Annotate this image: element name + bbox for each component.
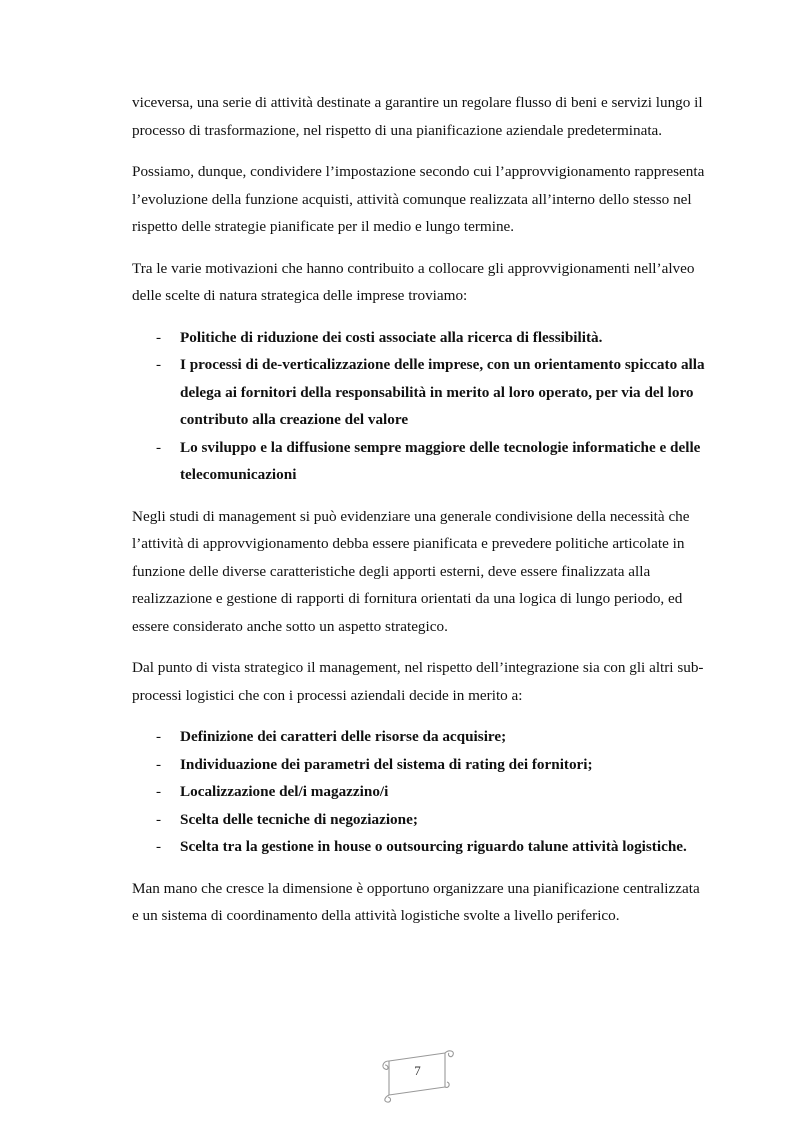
dash-marker: - — [156, 328, 162, 346]
dash-marker: - — [156, 783, 162, 800]
page-number: 7 — [414, 1063, 421, 1078]
dash-marker: - — [156, 438, 162, 456]
paragraph: Man mano che cresce la dimensione è opportuno organizzare una pianificazione centralizzata e un sistema di coordinamento della attività logistiche svolte a livello periferico. — [132, 879, 700, 924]
list-item: - Definizione dei caratteri delle risorse da acquisire; — [132, 723, 707, 751]
dash-marker: - — [156, 755, 162, 773]
paragraph: Dal punto di vista strategico il management, nel rispetto dell’integrazione sia con gli altri sub-processi logistici che con i processi aziendali decide in merito a: — [132, 659, 704, 704]
dash-marker: - — [156, 838, 162, 855]
list-item: - Individuazione dei parametri del sistema di rating dei fornitori; — [132, 751, 707, 779]
list-item: - I processi di de-verticalizzazione delle imprese, con un orientamento spiccato alla delega ai fornitori della responsabilità in merito al loro operato, per via del loro contributo alla creazione del valore — [132, 351, 707, 434]
page-footer — [375, 1045, 460, 1105]
paragraph: Tra le varie motivazioni che hanno contribuito a collocare gli approvvigionamenti nell’alveo delle scelte di natura strategica delle imprese troviamo: — [132, 259, 695, 304]
dash-marker: - — [156, 356, 162, 373]
list-item: - Politiche di riduzione dei costi associate alla ricerca di flessibilità. — [132, 324, 707, 352]
list-item: - Localizzazione del/i magazzino/i — [132, 778, 707, 806]
paragraph: viceversa, una serie di attività destinate a garantire un regolare flusso di beni e servizi lungo il processo di trasformazione, nel rispetto di una pianificazione aziendale predeterminata. — [132, 94, 703, 139]
paragraph: Negli studi di management si può evidenziare una generale condivisione della necessità che l’attività di approvvigionamento debba essere pianificata e prevedere politiche articolate in funzione delle diverse caratteristiche degli apporti esterni, deve essere finalizzata alla realizzazione e gestione di rapporti di fornitura orientati da una logica di lungo periodo, ed essere considerato anche sotto un aspetto strategico. — [132, 507, 690, 635]
bullet-list-decisions — [132, 723, 707, 861]
list-item: - Scelta delle tecniche di negoziazione; — [132, 806, 707, 834]
list-item: - Scelta tra la gestione in house o outsourcing riguardo talune attività logistiche. — [132, 833, 707, 861]
list-item: - Lo sviluppo e la diffusione sempre maggiore delle tecnologie informatiche e delle telecomunicazioni — [132, 434, 707, 489]
bullet-list-motivations — [132, 324, 707, 489]
paragraph: Possiamo, dunque, condividere l’impostazione secondo cui l’approvvigionamento rappresenta l’evoluzione della funzione acquisti, attività comunque realizzata all’interno dello stesso nel rispetto delle strategie pianificate per il medio e lungo termine. — [132, 163, 705, 235]
document-body — [132, 89, 707, 944]
dash-marker: - — [156, 810, 162, 828]
dash-marker: - — [156, 728, 162, 745]
